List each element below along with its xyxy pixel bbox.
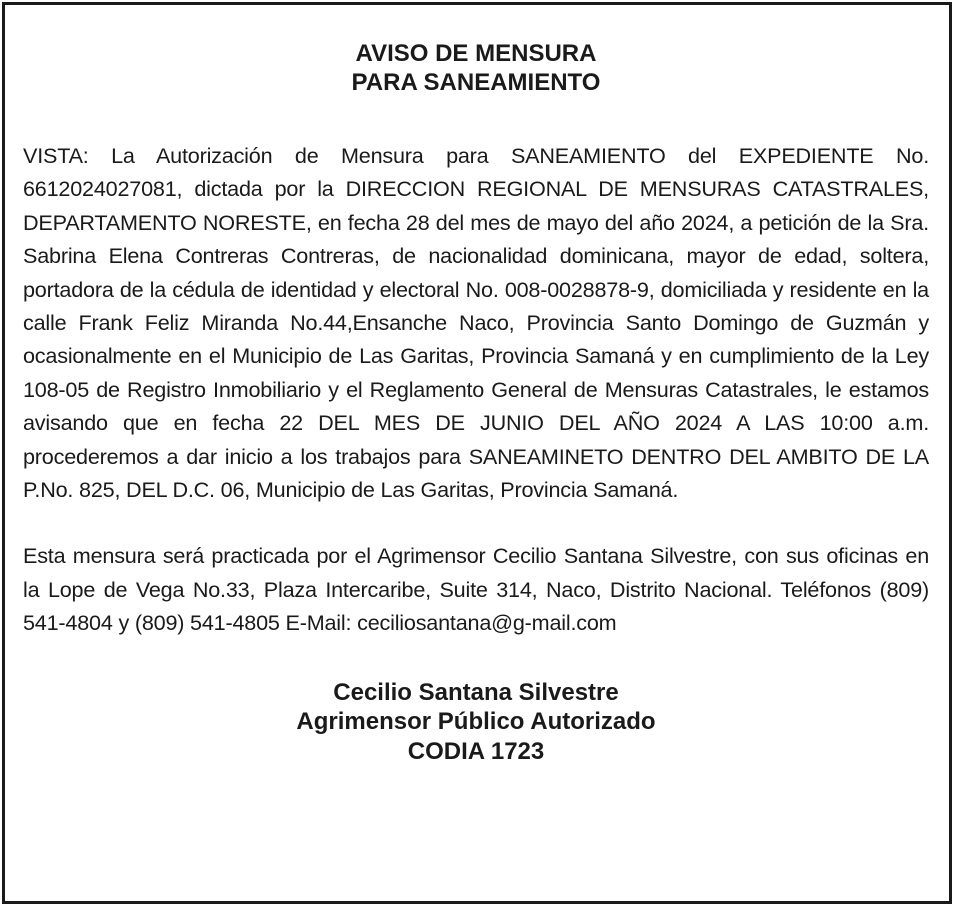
signature-block	[23, 678, 929, 767]
title-line-2: PARA SANEAMIENTO	[351, 69, 601, 96]
signature-codia: CODIA 1723	[407, 737, 545, 765]
signature-name: Cecilio Santana Silvestre	[333, 678, 619, 706]
notice-content	[23, 39, 929, 766]
signature-role: Agrimensor Público Autorizado	[296, 708, 656, 736]
notice-paragraph-1: VISTA: La Autorización de Mensura para SANEAMIENTO del EXPEDIENTE No. 6612024027081, dictada por la DIRECCION REGIONAL DE MENSURAS CATASTRALES, DEPARTAMENTO NORESTE, en fecha 28 del mes de mayo del año 2024, a petición de la Sra. Sabrina Elena Contreras Contreras, de nacionalidad dominicana, mayor de edad, soltera, portadora de la cédula de identidad y electoral No. 008-0028878-9, domiciliada y residente en la calle Frank Feliz Miranda No.44,Ensanche Naco, Provincia Santo Domingo de Guzmán y ocasionalmente en el Municipio de Las Garitas, Provincia Samaná y en cumplimiento de la Ley 108-05 de Registro Inmobiliario y el Reglamento General de Mensuras Catastrales, le estamos avisando que en fecha 22 DEL MES DE JUNIO DEL AÑO 2024 A LAS 10:00 a.m. procederemos a dar inicio a los trabajos para SANEAMINETO DENTRO DEL AMBITO DE LA P.No. 825, DEL D.C. 06, Municipio de Las Garitas, Provincia Samaná.	[23, 143, 929, 503]
title-line-1: AVISO DE MENSURA	[355, 40, 597, 67]
notice-frame	[2, 2, 952, 904]
notice-paragraph-2: Esta mensura será practicada por el Agrimensor Cecilio Santana Silvestre, con sus oficinas en la Lope de Vega No.33, Plaza Intercaribe, Suite 314, Naco, Distrito Nacional. Teléfonos (809) 541-4804 y (809) 541-4805 E-Mail: ceciliosantana@g-mail.com	[23, 543, 929, 636]
notice-title	[23, 39, 929, 97]
